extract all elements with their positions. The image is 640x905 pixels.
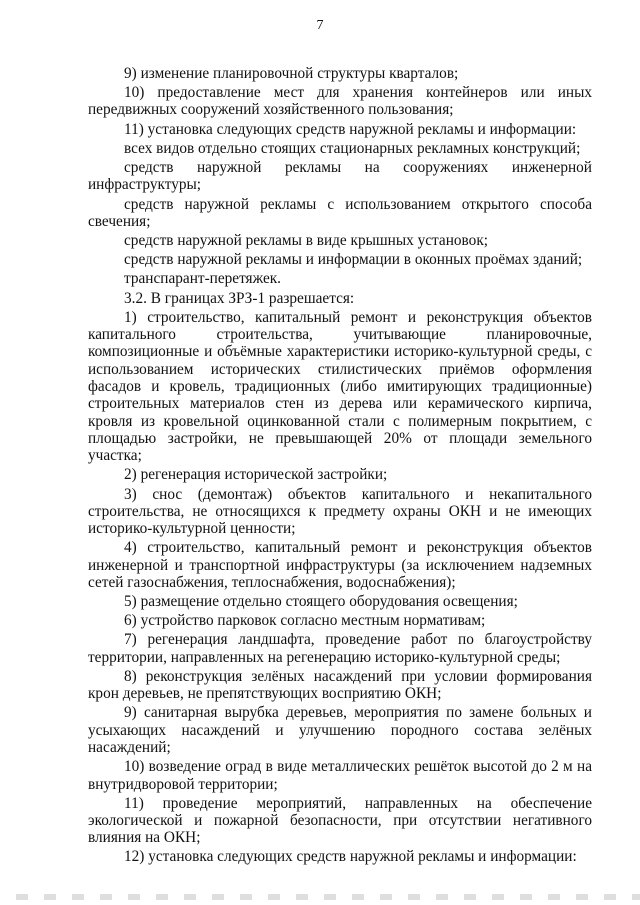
paragraph: средств наружной рекламы и информации в оконных проёмах зданий; <box>124 251 583 269</box>
paragraph: 1) строительство, капитальный ремонт и реконструкция объектов капитального строительства, учитывающие планировочные, композиционные и объёмные характеристики историко-культурной среды, с использованием исторических стилистических приёмов оформления фасадов и кровель, традиционных (либо имитирующих традиционные) строительных материалов стен из дерева или керамического кирпича, кровля из кровельной оцинкованной стали с полимерным покрытием, с площадью застройки, не превышающей 20% от площади земельного участка; <box>88 308 592 465</box>
paragraph: 9) изменение планировочной структуры кварталов; <box>124 65 459 82</box>
paragraph: 10) предоставление мест для хранения контейнеров или иных передвижных сооружений хозяйственного пользования; <box>88 84 592 119</box>
section-heading: 3.2. В границах ЗРЗ-1 разрешается: <box>124 289 355 307</box>
paragraph: транспарант-перетяжек. <box>124 270 282 288</box>
paragraph: 12) установка следующих средств наружной рекламы и информации: <box>124 848 577 866</box>
paragraph: 8) реконструкция зелёных насаждений при условии формирования крон деревьев, не препятствующих восприятию ОКН; <box>88 667 592 703</box>
paragraph: средств наружной рекламы с использованием открытого способа свечения; <box>88 195 592 230</box>
paragraph: всех видов отдельно стоящих стационарных рекламных конструкций; <box>124 139 581 157</box>
paragraph: 5) размещение отдельно стоящего оборудования освещения; <box>124 593 518 611</box>
scan-edge-marks <box>0 894 640 900</box>
paragraph: средств наружной рекламы в виде крышных установок; <box>124 232 488 250</box>
document-body <box>88 65 592 868</box>
paragraph: 6) устройство парковок согласно местным нормативам; <box>124 612 486 630</box>
paragraph: 10) возведение оград в виде металлических решёток высотой до 2 м на внутридворовой территории; <box>88 758 592 793</box>
paragraph: 11) установка следующих средств наружной рекламы и информации: <box>124 120 577 138</box>
page-number: 7 <box>316 18 324 33</box>
paragraph: 7) регенерация ландшафта, проведение работ по благоустройству территории, направленных на регенерацию историко-культурной среды; <box>88 631 592 666</box>
paragraph: 4) строительство, капитальный ремонт и реконструкция объектов инженерной и транспортной инфраструктуры (за исключением надземных сетей газоснабжения, теплоснабжения, водоснабжения); <box>88 539 592 591</box>
paragraph: 11) проведение мероприятий, направленных на обеспечение экологической и пожарной безопасности, при отсутствии негативного влияния на ОКН; <box>88 794 592 847</box>
paragraph: 2) регенерация исторической застройки; <box>124 466 388 484</box>
paragraph: средств наружной рекламы на сооружениях инженерной инфраструктуры; <box>88 159 592 194</box>
paragraph: 9) санитарная вырубка деревьев, мероприятия по замене больных и усыхающих насаждений и улучшению породного состава зелёных насаждений; <box>88 704 592 757</box>
paragraph: 3) снос (демонтаж) объектов капитального и некапитального строительства, не относящихся к предмету охраны ОКН и не имеющих историко-культурной ценности; <box>88 485 592 538</box>
